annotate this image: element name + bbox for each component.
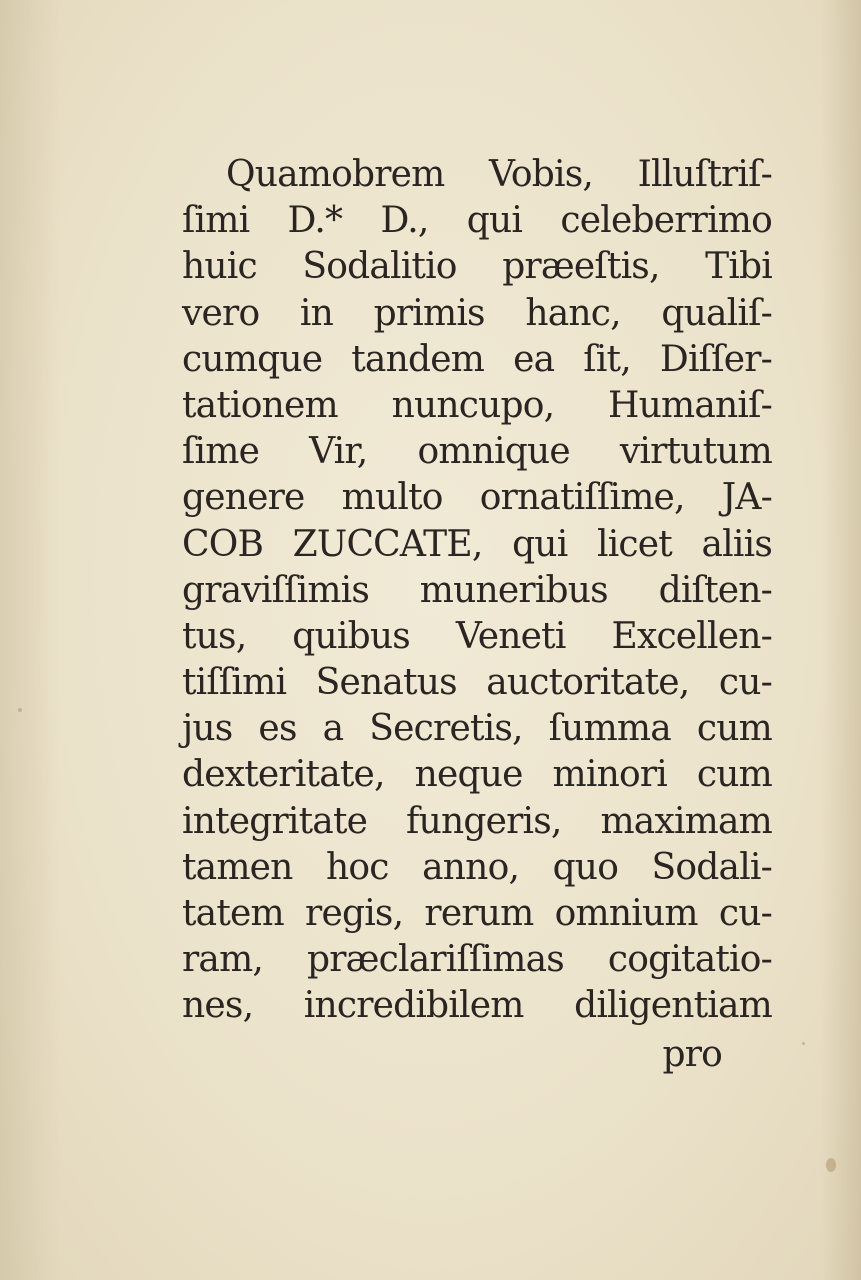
text-line: tatem regis, rerum omnium cu- <box>182 893 772 934</box>
paper-spot <box>18 708 22 712</box>
text-line: Quamobrem Vobis, Illuſtriſ- <box>226 154 772 195</box>
text-line: huic Sodalitio præeſtis, Tibi <box>182 246 772 288</box>
text-line: integritate fungeris, maximam <box>182 800 772 842</box>
body-text <box>182 152 772 1078</box>
text-line: ſimi D.* D., qui celeberrimo <box>182 200 772 242</box>
paper-spot <box>826 1158 836 1172</box>
paper-spot <box>802 1042 805 1045</box>
text-line: nes, incredibilem diligentiam <box>182 985 772 1027</box>
text-line: genere multo ornatiſſime, JA- <box>182 477 772 519</box>
text-line: dexteritate, neque minori cum <box>182 754 772 796</box>
text-line: tiſſimi Senatus auctoritate, cu- <box>182 662 772 704</box>
text-line: vero in primis hanc, qualiſ- <box>182 292 772 334</box>
text-line: COB ZUCCATE, qui licet aliis <box>182 523 772 565</box>
catchword: pro <box>662 1033 722 1075</box>
text-line: graviſſimis muneribus diſten- <box>182 569 772 611</box>
text-line: jus es a Secretis, ſumma cum <box>182 708 772 750</box>
text-line: cumque tandem ea ſit, Diſſer- <box>182 338 772 380</box>
text-line: tationem nuncupo, Humaniſ- <box>182 384 772 426</box>
text-line: ram, præclariſſimas cogitatio- <box>182 939 772 981</box>
text-line: ſime Vir, omnique virtutum <box>182 431 772 473</box>
text-line: tamen hoc anno, quo Sodali- <box>182 846 772 888</box>
text-line: tus, quibus Veneti Excellen- <box>182 615 772 657</box>
